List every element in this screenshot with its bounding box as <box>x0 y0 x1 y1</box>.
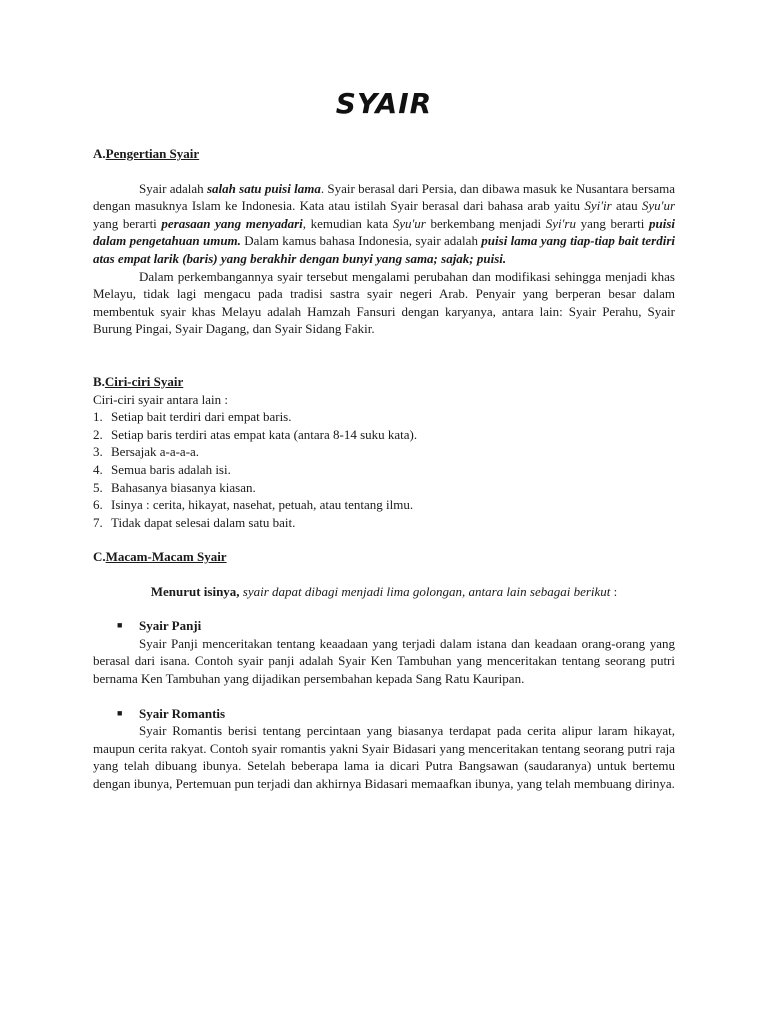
section-b <box>93 373 675 531</box>
section-b-letter: B. <box>93 374 105 389</box>
p1-text-6: berkembang menjadi <box>425 215 546 231</box>
list-text: Setiap baris terdiri atas empat kata (antara 8-14 suku kata). <box>111 426 418 442</box>
p1-text-7: yang berarti <box>576 215 649 231</box>
list-text: Setiap bait terdiri dari empat baris. <box>111 409 292 425</box>
section-c-heading <box>93 548 675 566</box>
list-item <box>93 496 675 514</box>
list-text: Tidak dapat selesai dalam satu bait. <box>111 514 296 530</box>
list-text: Bahasanya biasanya kiasan. <box>111 479 256 495</box>
p1-italic-2: Syu'ur <box>641 198 675 214</box>
section-b-heading <box>93 373 675 391</box>
list-text: Semua baris adalah isi. <box>111 461 231 477</box>
section-a-letter: A. <box>93 146 106 161</box>
p1-italic-1: Syi'ir <box>584 198 612 214</box>
list-item <box>93 479 675 497</box>
p1-bold-1: salah satu puisi lama <box>206 180 321 196</box>
lead-italic: syair dapat dibagi menjadi lima golongan, antara lain sebagai berikut <box>239 583 611 599</box>
section-b-intro: Ciri-ciri syair antara lain : <box>93 391 229 407</box>
section-c-lead <box>93 583 675 601</box>
syair-panji-title: Syair Panji <box>139 618 202 634</box>
list-item <box>93 426 675 444</box>
section-a-paragraph-1 <box>93 180 675 268</box>
list-item <box>93 514 675 532</box>
list-number: 2. <box>93 426 103 442</box>
list-text: Isinya : cerita, hikayat, nasehat, petuah, atau tentang ilmu. <box>111 497 414 513</box>
section-b-title: Ciri-ciri Syair <box>104 374 184 389</box>
section-a <box>93 145 675 338</box>
p1-text-4: yang berarti <box>93 215 162 231</box>
list-text: Bersajak a-a-a-a. <box>111 444 200 460</box>
square-bullet-icon: ■ <box>117 707 123 718</box>
lead-end: : <box>610 583 618 599</box>
ciri-list <box>93 408 675 531</box>
syair-panji-paragraph: Syair Panji menceritakan tentang keaadaan yang terjadi dalam istana dan keadaan orang-orang yang berasal dari isana. Contoh syair panji adalah Syair Ken Tambuhan yang menceritakan tentang seorang putri bernama Ken Tambuhan yang dijadikan persembahan kepada Sang Ratu Kauripan. <box>93 635 675 686</box>
syair-panji-heading <box>93 617 675 635</box>
p1-text-1: Syair adalah <box>139 180 207 196</box>
section-c-letter: C. <box>93 549 106 564</box>
square-bullet-icon: ■ <box>117 620 123 631</box>
section-c <box>93 548 675 793</box>
p1-text-5: , kemudian kata <box>302 215 393 231</box>
list-number: 7. <box>93 514 103 530</box>
section-c-title: Macam-Macam Syair <box>105 549 227 564</box>
list-number: 5. <box>93 479 103 495</box>
p1-text-8: Dalam kamus bahasa Indonesia, syair adalah <box>240 233 482 249</box>
list-item <box>93 461 675 479</box>
p1-bold-2: perasaan yang menyadari <box>161 215 303 231</box>
syair-romantis-title: Syair Romantis <box>139 705 226 721</box>
section-a-paragraph-2: Dalam perkembangannya syair tersebut mengalami perubahan dan modifikasi sehingga menjadi khas Melayu, tidak lagi mengacu pada tradisi sastra syair negeri Arab. Penyair yang berperan besar dalam membentuk syair khas Melayu adalah Hamzah Fansuri dengan karyanya, antara lain: Syair Perahu, Syair Burung Pingai, Syair Dagang, dan Syair Sidang Fakir. <box>93 268 675 337</box>
list-number: 6. <box>93 497 103 513</box>
p1-bold-4: puisi lama yang tiap-tiap bait terdiri atas empat larik (baris) yang berakhir dengan bunyi yang sama; sajak; puisi. <box>93 233 675 266</box>
list-number: 4. <box>93 461 103 477</box>
p1-text-2: . Syair berasal dari Persia, dan dibawa masuk ke Nusantara bersama dengan masuknya Islam ke Indonesia. Kata atau istilah Syair berasal dari bahasa arab yaitu <box>93 180 675 214</box>
list-number: 3. <box>93 444 103 460</box>
document-title: SYAIR <box>335 87 433 120</box>
p1-bold-3: puisi dalam pengetahuan umum. <box>93 215 675 249</box>
list-item <box>93 408 675 426</box>
p1-text-3: atau <box>611 198 642 214</box>
syair-romantis-heading <box>93 705 675 723</box>
p1-italic-4: Syi'ru <box>545 215 576 231</box>
section-a-title: Pengertian Syair <box>105 146 200 161</box>
lead-bold: Menurut isinya, <box>150 583 240 599</box>
list-number: 1. <box>93 409 103 425</box>
syair-romantis-paragraph: Syair Romantis berisi tentang percintaan yang biasanya terdapat pada cerita alipur laram hikayat, maupun cerita rakyat. Contoh syair romantis yakni Syair Bidasari yang menceritakan tentang seorang putri raja yang telah dibuang ibunya. Setelah beberapa lama ia dicari Putra Bangsawan (saudaranya) untuk bertemu dengan ibunya, Pertemuan pun terjadi dan akhirnya Bidasari memaafkan ibunya, yang telah membuang dirinya. <box>93 723 675 791</box>
p1-italic-3: Syu'ur <box>392 215 426 231</box>
list-item <box>93 443 675 461</box>
section-a-heading <box>93 145 675 163</box>
